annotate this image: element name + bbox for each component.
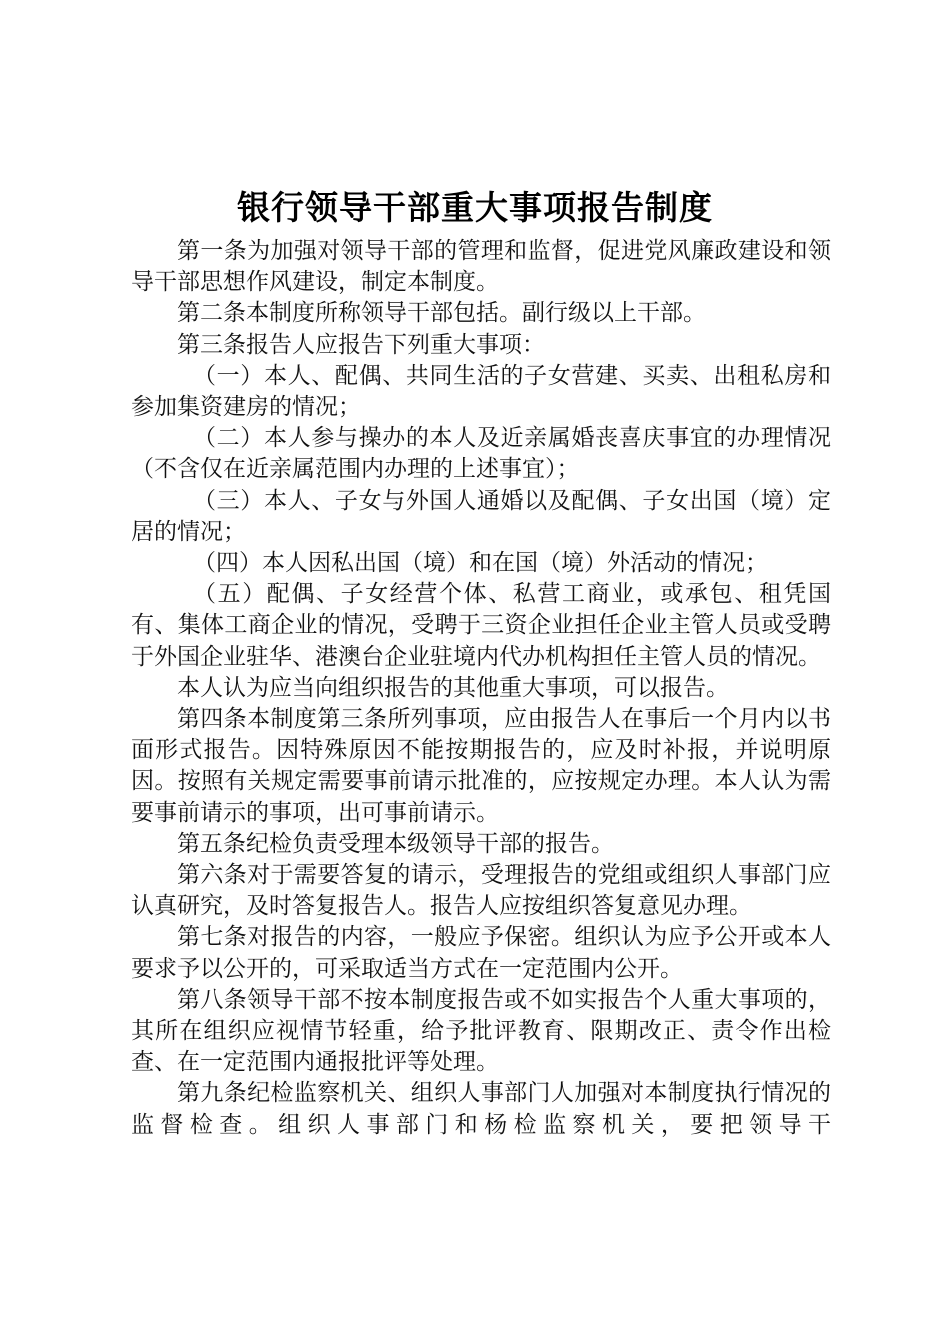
paragraph-article-6: 第六条对于需要答复的请示，受理报告的党组或组织人事部门应认真研究，及时答复报告人。报告人应按组织答复意见办理。 [131, 862, 831, 920]
paragraph-item-2: （二）本人参与操办的本人及近亲属婚丧喜庆事宜的办理情况（不含仅在近亲属范围内办理的上述事宜）； [131, 425, 831, 483]
paragraph-article-2: 第二条本制度所称领导干部包括。副行级以上干部。 [177, 300, 706, 327]
paragraph-item-4: （四）本人因私出国（境）和在国（境）外活动的情况； [193, 550, 768, 577]
paragraph-article-7: 第七条对报告的内容，一般应予保密。组织认为应予公开或本人要求予以公开的，可采取适当方式在一定范围内公开。 [131, 924, 831, 982]
paragraph-item-1: （一）本人、配偶、共同生活的子女营建、买卖、出租私房和参加集资建房的情况； [131, 362, 831, 421]
paragraph-article-1: 第一条为加强对领导干部的管理和监督，促进党风廉政建设和领导干部思想作风建设，制定本制度。 [131, 238, 831, 296]
document-body [131, 236, 831, 1141]
paragraph-article-9: 第九条纪检监察机关、组织人事部门人加强对本制度执行情况的监督检查。组织人事部门和杨检监察机关，要把领导干 [131, 1080, 831, 1138]
paragraph-article-8: 第八条领导干部不按本制度报告或不如实报告个人重大事项的，其所在组织应视情节轻重，给予批评教育、限期改正、责令作出检查、在一定范围内通报批评等处理。 [131, 986, 831, 1076]
paragraph-article-4: 第四条本制度第三条所列事项，应由报告人在事后一个月内以书面形式报告。因特殊原因不能按期报告的，应及时补报，并说明原因。按照有关规定需要事前请示批准的，应按规定办理。本人认为需要事前请示的事项，出可事前请示。 [131, 706, 831, 826]
paragraph-article-3: 第三条报告人应报告下列重大事项： [177, 331, 545, 358]
document-title: 银行领导干部重大事项报告制度 [237, 188, 713, 227]
paragraph-item-5: （五）配偶、子女经营个体、私营工商业，或承包、租凭国有、集体工商企业的情况，受聘于三资企业担任企业主管人员或受聘于外国企业驻华、港澳台企业驻境内代办机构担任主管人员的情况。 [131, 581, 831, 670]
paragraph-other-matters: 本人认为应当向组织报告的其他重大事项，可以报告。 [177, 674, 729, 701]
paragraph-item-3: （三）本人、子女与外国人通婚以及配偶、子女出国（境）定居的情况； [131, 487, 831, 545]
paragraph-article-5: 第五条纪检负责受理本级领导干部的报告。 [177, 830, 614, 857]
